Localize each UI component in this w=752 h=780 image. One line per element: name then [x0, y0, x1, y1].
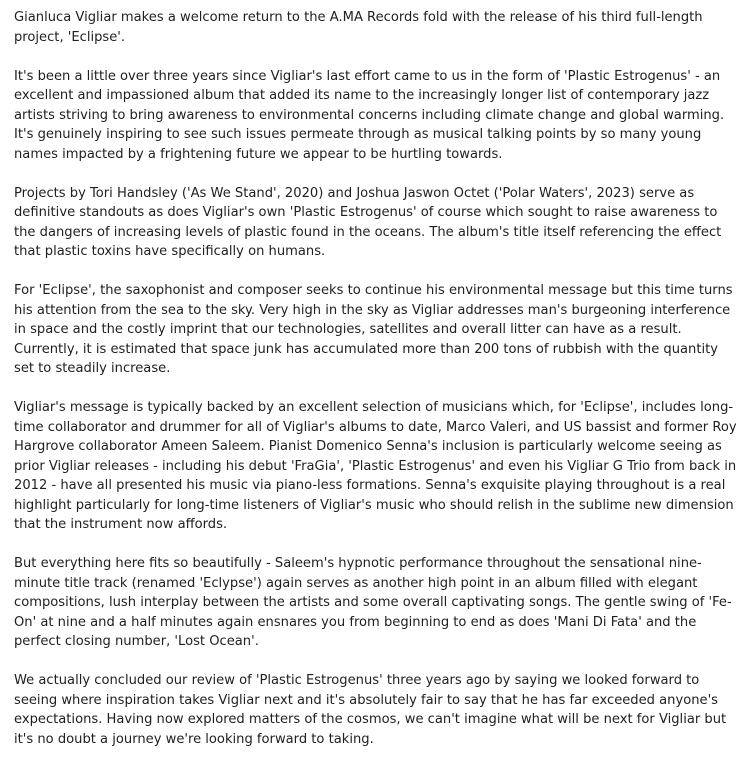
article-paragraph-theme: For 'Eclipse', the saxophonist and composer seeks to continue his environmental message but this time turns his attention from the sea to the sky. Very high in the sky as Vigliar addresses man's burgeoning interference in space and the costly imprint that our technologies, satellites and overall litter can have as a result. Currently, it is estimated that space junk has accumulated more than 200 tons of rubbish with the quantity set to steadily increase. — [14, 283, 733, 376]
article-paragraph-highlights: But everything here fits so beautifully - Saleem's hypnotic performance throughout the sensational nine-minute title track (renamed 'Eclypse') again serves as another high point in an album filled with elegant compositions, lush interplay between the artists and some overall captivating songs. The gentle swing of 'Fe-On' at nine and a half minutes again ensnares you from beginning to end as does 'Mani Di Fata' and the perfect closing number, 'Lost Ocean'. — [14, 556, 732, 649]
article-paragraph-intro: Gianluca Vigliar makes a welcome return to the A.MA Records fold with the release of his third full-length project, 'Eclipse'. — [14, 10, 703, 45]
article-paragraph-musicians: Vigliar's message is typically backed by an excellent selection of musicians which, for 'Eclipse', includes long-time collaborator and drummer for all of Vigliar's albums to date, Marco Valeri, and US bassist and former Roy Hargrove collaborator Ameen Saleem. Pianist Domenico Senna's inclusion is particularly welcome seeing as prior Vigliar releases - including his debut 'FraGia', 'Plastic Estrogenus' and even his Vigliar G Trio from back in 2012 - have all presented his music via piano-less formations. Senna's exquisite playing throughout is a real highlight particularly for long-time listeners of Vigliar's music who should relish in the sublime new dimension that the instrument now affords. — [14, 400, 737, 532]
article-paragraph-conclusion: We actually concluded our review of 'Plastic Estrogenus' three years ago by saying we looked forward to seeing where inspiration takes Vigliar next and it's absolutely fair to say that he has far exceeded anyone's expectations. Having now explored matters of the cosmos, we can't imagine what will be next for Vigliar but it's no doubt a journey we're looking forward to taking. — [14, 673, 727, 747]
article-paragraph-background: It's been a little over three years since Vigliar's last effort came to us in the form of 'Plastic Estrogenus' - an excellent and impassioned album that added its name to the increasingly longer list of contemporary jazz artists striving to bring awareness to environmental concerns including climate change and global warming. It's genuinely inspiring to see such issues permeate through as musical talking points by so many young names impacted by a frightening future we appear to be hurtling towards. — [14, 68, 725, 162]
article-paragraph-context: Projects by Tori Handsley ('As We Stand', 2020) and Joshua Jaswon Octet ('Polar Waters', 2023) serve as definitive standouts as does Vigliar's own 'Plastic Estrogenus' of course which sought to raise awareness to the dangers of increasing levels of plastic found in the oceans. The album's title itself referencing the effect that plastic toxins have specifically on humans. — [14, 185, 722, 259]
